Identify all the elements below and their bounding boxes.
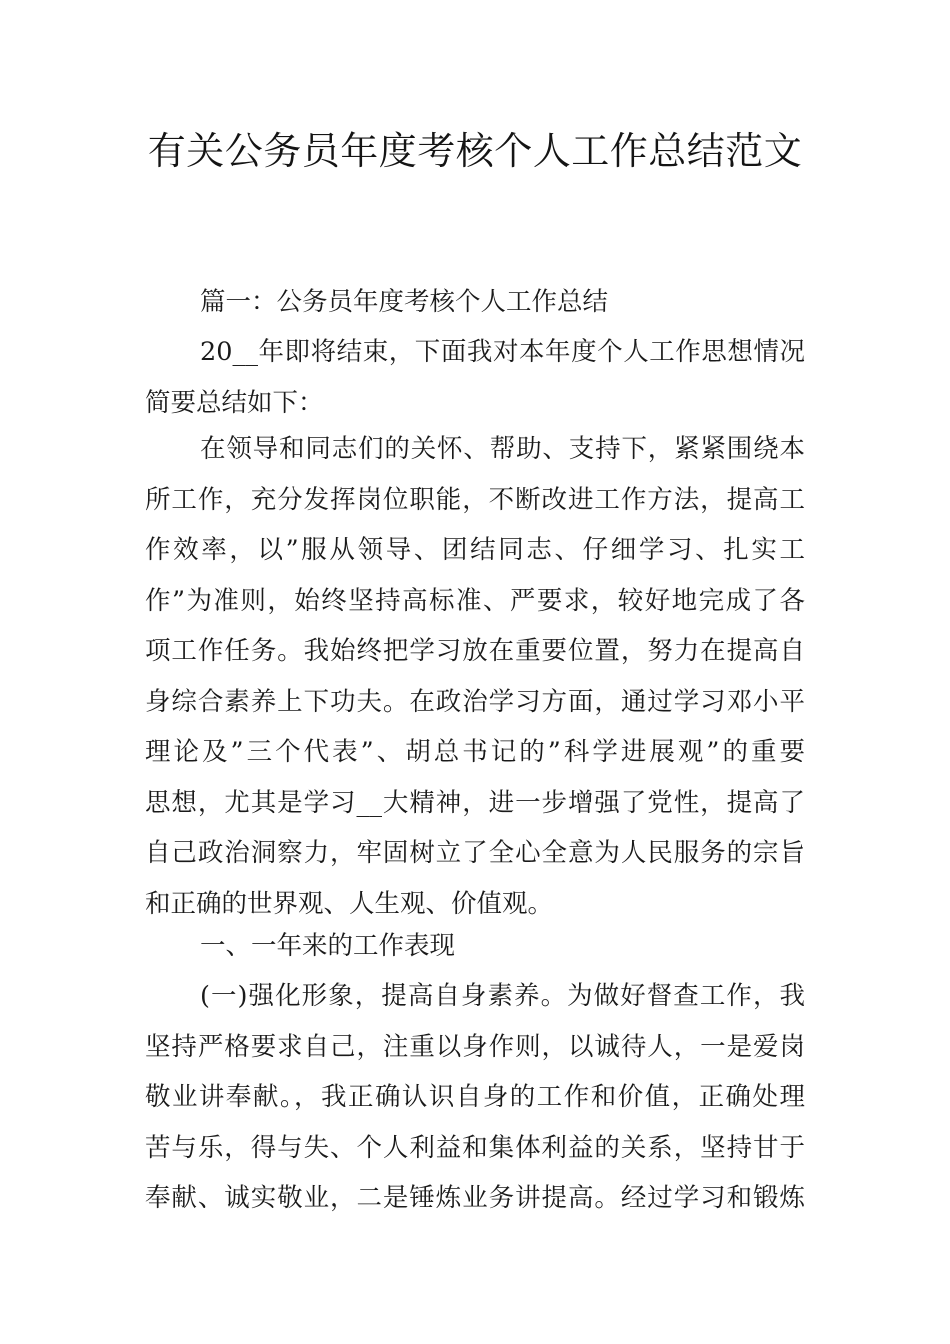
paragraph-line: 和正确的世界观、人生观、价值观。 xyxy=(145,888,554,919)
paragraph-line: 所工作，充分发挥岗位职能，不断改进工作方法，提高工 xyxy=(145,484,805,515)
paragraph-line: 敬业讲奉献。，我正确认识自身的工作和价值，正确处理 xyxy=(145,1082,805,1112)
paragraph-line: 简要总结如下： xyxy=(145,387,324,418)
paragraph-line: 苦与乐，得与失、个人利益和集体利益的关系，坚持甘于 xyxy=(145,1132,805,1163)
paragraph-line: 作效率，以”服从领导、团结同志、仔细学习、扎实工 xyxy=(145,535,805,565)
paragraph-line: 思想，尤其是学习__大精神，进一步增强了党性，提高了 xyxy=(145,787,805,818)
paragraph-work-performance xyxy=(145,971,805,1224)
paragraph-main xyxy=(145,424,805,929)
paragraph-line: 自己政治洞察力，牢固树立了全心全意为人民服务的宗旨 xyxy=(145,838,805,868)
paragraph-line: 作”为准则，始终坚持高标准、严要求，较好地完成了各 xyxy=(145,585,805,616)
subheading: 一、一年来的工作表现 xyxy=(200,931,456,961)
paragraph-line: (一)强化形象，提高自身素养。为做好督查工作，我 xyxy=(200,981,805,1011)
paragraph-line: 身综合素养上下功夫。在政治学习方面，通过学习邓小平 xyxy=(145,686,805,717)
section-heading: 篇一：公务员年度考核个人工作总结 xyxy=(200,287,609,317)
paragraph-line: 项工作任务。我始终把学习放在重要位置，努力在提高自 xyxy=(145,636,805,666)
paragraph-intro xyxy=(145,327,805,428)
paragraph-line: 在领导和同志们的关怀、帮助、支持下，紧紧围绕本 xyxy=(200,434,805,464)
paragraph-line: 坚持严格要求自己，注重以身作则，以诚待人，一是爱岗 xyxy=(145,1031,805,1062)
subheading-block xyxy=(145,921,805,972)
paragraph-line: 20__年即将结束，下面我对本年度个人工作思想情况 xyxy=(200,337,805,367)
section-heading-block xyxy=(145,277,805,328)
paragraph-line: 奉献、诚实敬业，二是锤炼业务讲提高。经过学习和锻炼 xyxy=(145,1183,805,1213)
paragraph-line: 理论及”三个代表”、胡总书记的”科学进展观”的重要 xyxy=(145,737,805,767)
document-title: 有关公务员年度考核个人工作总结范文 xyxy=(147,129,803,173)
